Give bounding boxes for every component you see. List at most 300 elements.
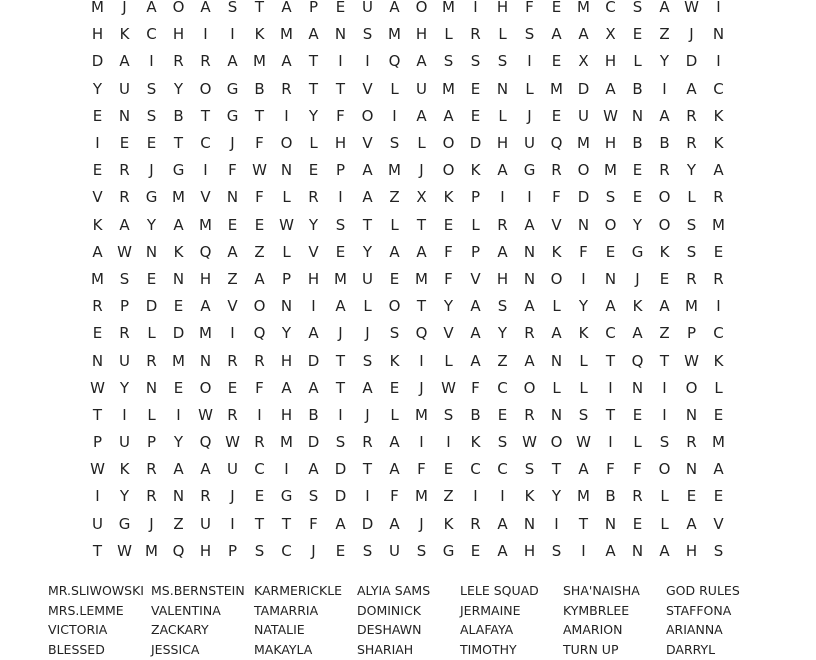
grid-letter: I	[419, 433, 424, 452]
grid-letter: W	[117, 541, 132, 560]
grid-letter: T	[92, 541, 103, 560]
grid-letter: M	[91, 0, 104, 17]
grid-letter: A	[281, 378, 292, 397]
word-bank-item: KARMERICKLE	[254, 583, 343, 598]
grid-letter: A	[524, 297, 535, 316]
word-bank-item: DESHAWN	[357, 622, 422, 638]
grid-letter: A	[713, 161, 724, 180]
grid-letter: M	[577, 134, 590, 153]
word-bank-item: VALENTINA	[151, 602, 221, 618]
word-bank-item: MR.SLIWOWSKI	[48, 583, 144, 598]
grid-letter: S	[605, 188, 616, 207]
grid-letter: A	[335, 297, 346, 316]
grid-letter: R	[632, 487, 643, 506]
grid-letter: I	[176, 405, 181, 424]
grid-letter: K	[443, 514, 454, 533]
grid-letter: H	[685, 541, 698, 560]
grid-letter: A	[659, 541, 670, 560]
grid-letter: C	[605, 0, 616, 17]
grid-letter: L	[390, 79, 399, 98]
grid-letter: N	[604, 514, 617, 533]
grid-letter: V	[362, 79, 373, 98]
grid-letter: S	[551, 541, 562, 560]
grid-letter: N	[172, 487, 185, 506]
grid-letter: A	[362, 188, 373, 207]
grid-letter: S	[362, 351, 373, 370]
grid-letter: I	[95, 487, 100, 506]
grid-letter: L	[471, 215, 480, 234]
grid-letter: D	[685, 52, 698, 71]
grid-letter: A	[173, 460, 184, 479]
word-bank-item: NATALIE	[254, 622, 305, 638]
grid-letter: A	[281, 0, 292, 17]
grid-letter: O	[442, 134, 455, 153]
word-bank-item: ALYIA SAMS	[357, 583, 431, 598]
grid-letter: L	[282, 242, 291, 261]
grid-letter: I	[338, 188, 343, 207]
grid-letter: E	[551, 52, 562, 71]
grid-letter: U	[578, 106, 589, 125]
grid-letter: K	[659, 242, 670, 261]
grid-letter: G	[631, 242, 644, 261]
word-bank-item: BLESSED	[48, 642, 105, 658]
grid-letter: E	[92, 161, 103, 180]
word-bank-item: MAKAYLA	[254, 642, 313, 658]
grid-letter: I	[203, 161, 208, 180]
grid-letter: I	[716, 0, 721, 17]
grid-letter: S	[713, 541, 724, 560]
grid-letter: K	[578, 324, 589, 343]
grid-letter: A	[200, 460, 211, 479]
grid-letter: S	[362, 25, 373, 44]
grid-letter: Y	[443, 297, 454, 316]
grid-letter: W	[117, 242, 132, 261]
grid-letter: Y	[281, 324, 292, 343]
grid-letter: Q	[388, 52, 401, 71]
grid-letter: K	[524, 487, 535, 506]
grid-letter: I	[527, 188, 532, 207]
grid-letter: M	[685, 297, 698, 316]
grid-letter: I	[608, 433, 613, 452]
grid-letter: J	[635, 269, 640, 288]
grid-letter: Q	[415, 324, 428, 343]
grid-letter: A	[200, 0, 211, 17]
grid-letter: A	[281, 52, 292, 71]
grid-letter: P	[281, 269, 292, 288]
grid-letter: R	[686, 134, 697, 153]
grid-letter: E	[227, 215, 238, 234]
grid-letter: M	[280, 433, 293, 452]
grid-letter: N	[226, 188, 239, 207]
grid-letter: N	[685, 405, 698, 424]
grid-letter: D	[307, 351, 320, 370]
grid-letter: S	[416, 541, 427, 560]
grid-letter: S	[470, 52, 481, 71]
grid-letter: J	[419, 161, 424, 180]
grid-row	[84, 375, 734, 402]
grid-letter: S	[335, 215, 346, 234]
grid-letter: F	[336, 106, 345, 125]
grid-letter: E	[92, 324, 103, 343]
word-bank-item: GOD RULES	[666, 583, 740, 598]
grid-letter: P	[92, 433, 103, 452]
grid-letter: E	[686, 487, 697, 506]
grid-letter: R	[659, 161, 670, 180]
grid-letter: Y	[119, 487, 130, 506]
grid-letter: F	[471, 378, 480, 397]
word-bank-item: MS.BERNSTEIN	[151, 583, 245, 598]
grid-letter: E	[470, 79, 481, 98]
grid-letter: W	[225, 433, 240, 452]
grid-letter: L	[147, 405, 156, 424]
grid-letter: O	[361, 106, 374, 125]
word-bank-item: DOMINICK	[357, 602, 421, 618]
grid-letter: F	[255, 134, 264, 153]
grid-letter: O	[604, 215, 617, 234]
grid-letter: H	[604, 52, 617, 71]
grid-letter: F	[444, 269, 453, 288]
grid-letter: O	[199, 79, 212, 98]
grid-letter: G	[442, 541, 455, 560]
grid-letter: A	[173, 215, 184, 234]
grid-letter: V	[713, 514, 724, 533]
grid-letter: T	[200, 106, 211, 125]
word-bank-item: DARRYL	[666, 642, 716, 658]
grid-letter: C	[713, 324, 724, 343]
grid-letter: R	[470, 25, 481, 44]
grid-letter: C	[146, 25, 157, 44]
grid-letter: G	[523, 161, 536, 180]
grid-letter: P	[227, 541, 238, 560]
grid-letter: T	[173, 134, 184, 153]
grid-letter: V	[443, 324, 454, 343]
grid-letter: R	[281, 79, 292, 98]
grid-letter: R	[227, 351, 238, 370]
grid-letter: N	[523, 514, 536, 533]
grid-letter: I	[257, 405, 262, 424]
grid-letter: Y	[308, 215, 319, 234]
grid-letter: T	[308, 52, 319, 71]
grid-letter: R	[119, 161, 130, 180]
grid-letter: R	[173, 52, 184, 71]
grid-letter: E	[632, 25, 643, 44]
grid-letter: J	[365, 405, 370, 424]
grid-letter: S	[389, 324, 400, 343]
grid-letter: I	[230, 25, 235, 44]
grid-letter: E	[119, 134, 130, 153]
grid-letter: S	[578, 405, 589, 424]
grid-letter: Z	[443, 487, 454, 506]
grid-letter: W	[90, 378, 105, 397]
grid-letter: F	[579, 242, 588, 261]
grid-letter: U	[362, 269, 373, 288]
word-bank-item: AMARION	[563, 622, 623, 638]
letter-grid	[84, 0, 734, 565]
grid-letter: A	[227, 52, 238, 71]
word-bank-item: SHA'NAISHA	[563, 583, 640, 598]
grid-letter: J	[230, 487, 235, 506]
grid-letter: I	[581, 541, 586, 560]
grid-letter: A	[119, 215, 130, 234]
grid-letter: N	[604, 269, 617, 288]
grid-letter: R	[362, 433, 373, 452]
grid-letter: H	[334, 134, 347, 153]
grid-letter: U	[227, 460, 238, 479]
grid-letter: Y	[632, 215, 643, 234]
grid-letter: Y	[578, 297, 589, 316]
grid-letter: A	[605, 297, 616, 316]
word-bank-item: TURN UP	[563, 642, 619, 658]
grid-letter: T	[578, 514, 589, 533]
grid-letter: W	[684, 0, 699, 17]
grid-letter: W	[441, 378, 456, 397]
grid-letter: G	[118, 514, 131, 533]
grid-letter: R	[713, 269, 724, 288]
grid-letter: W	[90, 460, 105, 479]
grid-letter: L	[498, 106, 507, 125]
grid-letter: M	[280, 25, 293, 44]
grid-letter: M	[253, 52, 266, 71]
grid-letter: H	[280, 405, 293, 424]
grid-letter: T	[416, 297, 427, 316]
grid-letter: N	[712, 25, 725, 44]
grid-letter: R	[146, 351, 157, 370]
grid-letter: S	[524, 460, 535, 479]
grid-letter: E	[389, 269, 400, 288]
grid-letter: R	[686, 106, 697, 125]
grid-letter: O	[550, 433, 563, 452]
grid-letter: R	[308, 188, 319, 207]
grid-row	[84, 266, 734, 293]
grid-letter: R	[146, 460, 157, 479]
grid-letter: L	[687, 188, 696, 207]
grid-letter: A	[551, 324, 562, 343]
grid-letter: I	[311, 297, 316, 316]
grid-letter: I	[365, 52, 370, 71]
grid-letter: R	[119, 188, 130, 207]
grid-letter: K	[119, 25, 130, 44]
grid-letter: Y	[146, 215, 157, 234]
grid-letter: B	[173, 106, 184, 125]
grid-letter: N	[145, 378, 158, 397]
grid-letter: D	[334, 460, 347, 479]
grid-letter: E	[173, 297, 184, 316]
grid-letter: M	[712, 215, 725, 234]
grid-letter: L	[552, 297, 561, 316]
grid-letter: M	[172, 188, 185, 207]
grid-letter: N	[334, 25, 347, 44]
grid-letter: W	[522, 433, 537, 452]
grid-letter: J	[311, 541, 316, 560]
grid-letter: A	[416, 106, 427, 125]
grid-letter: I	[446, 433, 451, 452]
grid-letter: J	[230, 134, 235, 153]
grid-letter: Z	[227, 269, 238, 288]
grid-letter: S	[686, 215, 697, 234]
grid-letter: G	[226, 79, 239, 98]
grid-letter: M	[577, 0, 590, 17]
grid-letter: Y	[119, 378, 130, 397]
grid-letter: A	[416, 242, 427, 261]
grid-letter: A	[713, 460, 724, 479]
grid-letter: H	[496, 134, 509, 153]
grid-letter: A	[578, 25, 589, 44]
grid-letter: N	[523, 269, 536, 288]
grid-letter: H	[307, 269, 320, 288]
grid-row	[84, 511, 734, 538]
grid-letter: S	[146, 79, 157, 98]
grid-letter: B	[632, 134, 643, 153]
grid-letter: A	[659, 0, 670, 17]
grid-letter: O	[658, 460, 671, 479]
grid-letter: L	[282, 188, 291, 207]
grid-letter: S	[227, 0, 238, 17]
grid-letter: W	[198, 405, 213, 424]
grid-letter: R	[254, 433, 265, 452]
grid-letter: O	[253, 297, 266, 316]
grid-letter: Q	[631, 351, 644, 370]
grid-letter: A	[308, 378, 319, 397]
grid-letter: Q	[199, 242, 212, 261]
grid-letter: A	[443, 106, 454, 125]
grid-letter: A	[497, 541, 508, 560]
grid-letter: J	[527, 106, 532, 125]
grid-letter: O	[550, 269, 563, 288]
grid-letter: E	[632, 514, 643, 533]
grid-letter: J	[419, 378, 424, 397]
grid-letter: E	[713, 242, 724, 261]
grid-letter: M	[388, 25, 401, 44]
grid-letter: U	[362, 0, 373, 17]
grid-letter: L	[633, 52, 642, 71]
grid-letter: W	[252, 161, 267, 180]
grid-letter: N	[496, 79, 509, 98]
grid-row	[84, 239, 734, 266]
grid-letter: N	[280, 297, 293, 316]
grid-letter: N	[550, 405, 563, 424]
grid-letter: Y	[173, 433, 184, 452]
grid-letter: D	[577, 188, 590, 207]
grid-letter: L	[525, 79, 534, 98]
grid-letter: M	[172, 351, 185, 370]
grid-letter: I	[365, 487, 370, 506]
grid-letter: B	[308, 405, 319, 424]
grid-letter: A	[497, 161, 508, 180]
grid-letter: A	[632, 324, 643, 343]
grid-letter: I	[716, 297, 721, 316]
word-bank-item: JERMAINE	[460, 602, 521, 618]
grid-letter: O	[685, 378, 698, 397]
grid-letter: Y	[551, 487, 562, 506]
grid-letter: C	[497, 378, 508, 397]
grid-letter: U	[524, 134, 535, 153]
grid-letter: I	[284, 106, 289, 125]
word-bank-item: ALAFAYA	[460, 622, 514, 638]
grid-letter: J	[338, 324, 343, 343]
grid-letter: S	[443, 405, 454, 424]
grid-letter: F	[255, 188, 264, 207]
grid-letter: N	[631, 378, 644, 397]
grid-letter: P	[686, 324, 697, 343]
grid-letter: A	[605, 79, 616, 98]
grid-letter: M	[415, 269, 428, 288]
grid-letter: I	[662, 405, 667, 424]
grid-letter: A	[497, 242, 508, 261]
grid-letter: N	[145, 242, 158, 261]
grid-letter: R	[92, 297, 103, 316]
grid-letter: H	[496, 0, 509, 17]
grid-letter: J	[419, 514, 424, 533]
grid-letter: E	[605, 242, 616, 261]
grid-letter: K	[632, 297, 643, 316]
grid-letter: O	[280, 134, 293, 153]
grid-row	[84, 21, 734, 48]
grid-letter: J	[122, 0, 127, 17]
grid-letter: A	[416, 52, 427, 71]
grid-row	[84, 76, 734, 103]
grid-letter: Y	[173, 79, 184, 98]
grid-letter: L	[363, 297, 372, 316]
grid-letter: O	[442, 161, 455, 180]
grid-letter: N	[91, 351, 104, 370]
grid-letter: I	[419, 351, 424, 370]
grid-letter: N	[577, 215, 590, 234]
word-bank-item: KYMBRLEE	[563, 602, 630, 618]
grid-letter: M	[91, 269, 104, 288]
grid-letter: T	[362, 460, 373, 479]
grid-letter: L	[714, 378, 723, 397]
grid-letter: E	[146, 269, 157, 288]
grid-letter: Y	[686, 161, 697, 180]
grid-letter: L	[552, 378, 561, 397]
grid-letter: A	[362, 161, 373, 180]
grid-letter: T	[335, 351, 346, 370]
grid-letter: S	[524, 25, 535, 44]
grid-letter: S	[497, 297, 508, 316]
grid-letter: E	[470, 106, 481, 125]
grid-letter: F	[444, 242, 453, 261]
word-bank-item: STAFFONA	[666, 602, 732, 618]
word-bank-item: MRS.LEMME	[48, 602, 124, 618]
grid-letter: K	[713, 106, 724, 125]
grid-letter: X	[416, 188, 427, 207]
grid-letter: O	[658, 188, 671, 207]
grid-letter: Y	[659, 52, 670, 71]
grid-letter: T	[92, 405, 103, 424]
grid-letter: N	[523, 242, 536, 261]
grid-row	[84, 130, 734, 157]
grid-letter: U	[200, 514, 211, 533]
grid-letter: I	[662, 79, 667, 98]
grid-letter: E	[632, 188, 643, 207]
grid-letter: S	[119, 269, 130, 288]
grid-letter: O	[172, 0, 185, 17]
grid-letter: O	[577, 161, 590, 180]
grid-letter: T	[551, 460, 562, 479]
grid-letter: D	[91, 52, 104, 71]
grid-letter: F	[309, 514, 318, 533]
grid-letter: D	[577, 79, 590, 98]
grid-letter: V	[92, 188, 103, 207]
grid-letter: A	[497, 514, 508, 533]
grid-letter: Z	[389, 188, 400, 207]
grid-letter: T	[254, 106, 265, 125]
grid-letter: V	[551, 215, 562, 234]
grid-letter: J	[689, 25, 694, 44]
grid-letter: E	[713, 487, 724, 506]
grid-letter: N	[280, 161, 293, 180]
grid-letter: P	[308, 0, 319, 17]
